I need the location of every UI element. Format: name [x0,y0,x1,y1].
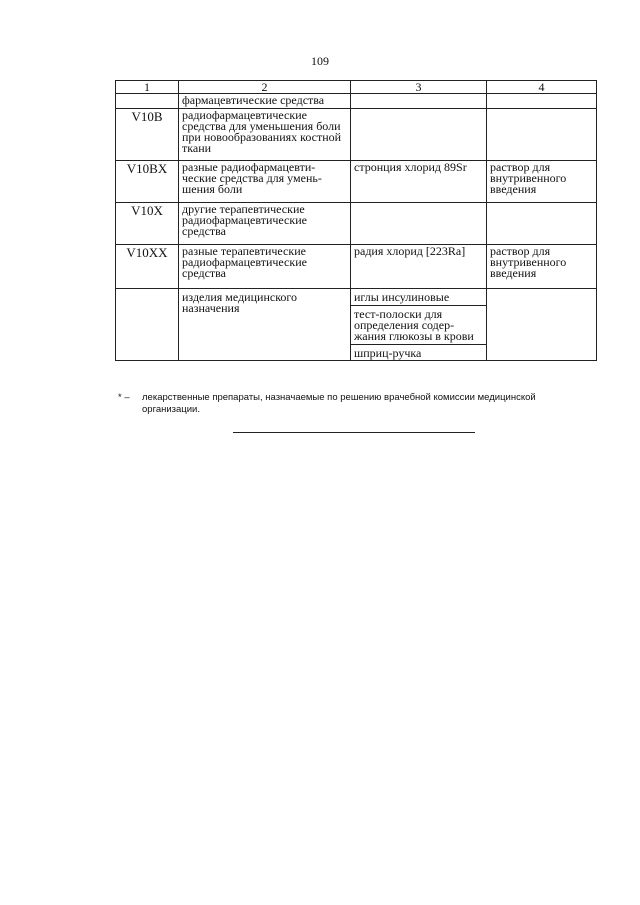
drug-name [351,203,487,245]
table-row [116,94,597,109]
dosage-form: раствор для внутривенного введения [487,245,597,289]
table-row [116,203,597,245]
page-number: 109 [311,54,329,68]
footnote-text: лекарственные препараты, назначаемые по решению врачебной комиссии медицинской [142,392,536,403]
drug-name [351,94,487,109]
group-name: радиофармацевтические средства для уменьшения боли при новообразованиях костной ткани [179,109,351,161]
atc-code: V10XX [116,245,179,289]
atc-code: V10B [116,109,179,161]
atc-code: V10BX [116,161,179,203]
group-name: фармацевтические средства [179,94,351,109]
atc-code: V10X [116,203,179,245]
drug-name [351,109,487,161]
medication-table [115,80,597,361]
table-row [116,161,597,203]
column-number: 2 [179,81,351,94]
column-number: 4 [487,81,597,94]
column-number-row [116,81,597,94]
table-row [116,245,597,289]
table-row [116,109,597,161]
device-name: тест-полоски для определения содер-жания глюкозы в крови [351,306,486,345]
separator-line [233,432,475,433]
drug-name: стронция хлорид 89Sr [351,161,487,203]
atc-code [116,94,179,109]
dosage-form [487,203,597,245]
list-item [351,345,486,361]
list-item [351,306,486,345]
drug-name: радия хлорид [223Ra] [351,245,487,289]
column-number: 1 [116,81,179,94]
group-name: другие терапевтические радиофармацевтические средства [179,203,351,245]
column-number: 3 [351,81,487,94]
list-item [351,289,486,306]
device-name: шприц-ручка [351,345,486,361]
dosage-form [487,94,597,109]
footnote-mark: * – [118,392,130,403]
group-name: разные терапевтические радиофармацевтические средства [179,245,351,289]
device-list [351,289,486,360]
atc-code [116,289,179,361]
dosage-form [487,109,597,161]
footnote-text: организации. [142,404,200,415]
group-name: изделия медицинского назначения [179,289,351,361]
group-name: разные радиофармацевти-ческие средства для умень-шения боли [179,161,351,203]
dosage-form: раствор для внутривенного введения [487,161,597,203]
device-name: иглы инсулиновые [354,290,450,304]
footnote [118,392,598,416]
device-list-cell [351,289,487,361]
table-row-devices [116,289,597,361]
dosage-form [487,289,597,361]
